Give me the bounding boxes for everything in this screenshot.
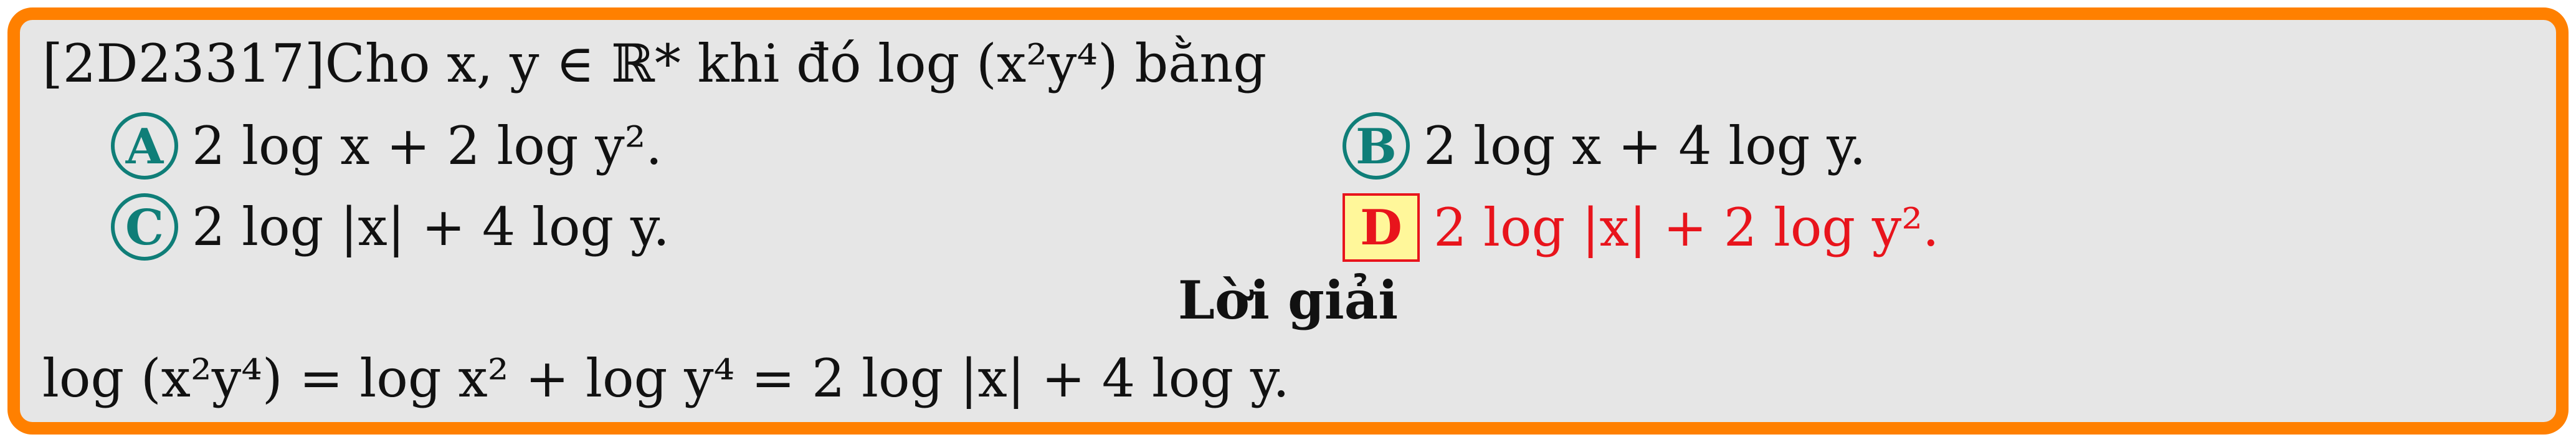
solution-text: log (x²y⁴) = log x² + log y⁴ = 2 log |x| + 4 log y. — [42, 348, 1290, 409]
solution-title: Lời giải — [1177, 269, 1399, 331]
option-b[interactable] — [1343, 112, 1866, 180]
option-b-badge: B — [1343, 112, 1410, 180]
option-d-text: 2 log |x| + 2 log y². — [1433, 197, 1939, 258]
question-id: [2D23317] — [42, 33, 325, 94]
option-a-text: 2 log x + 2 log y². — [192, 115, 663, 176]
option-c[interactable] — [111, 193, 670, 261]
question-text — [42, 33, 1267, 94]
option-d-badge: D — [1343, 193, 1420, 262]
option-c-badge: C — [111, 193, 178, 261]
option-a[interactable] — [111, 112, 662, 180]
option-d[interactable] — [1343, 193, 1939, 262]
option-b-text: 2 log x + 4 log y. — [1423, 115, 1866, 176]
question-body: Cho x, y ∈ ℝ* khi đó log (x²y⁴) bằng — [325, 33, 1267, 94]
option-c-text: 2 log |x| + 4 log y. — [192, 196, 670, 257]
option-a-badge: A — [111, 112, 178, 180]
